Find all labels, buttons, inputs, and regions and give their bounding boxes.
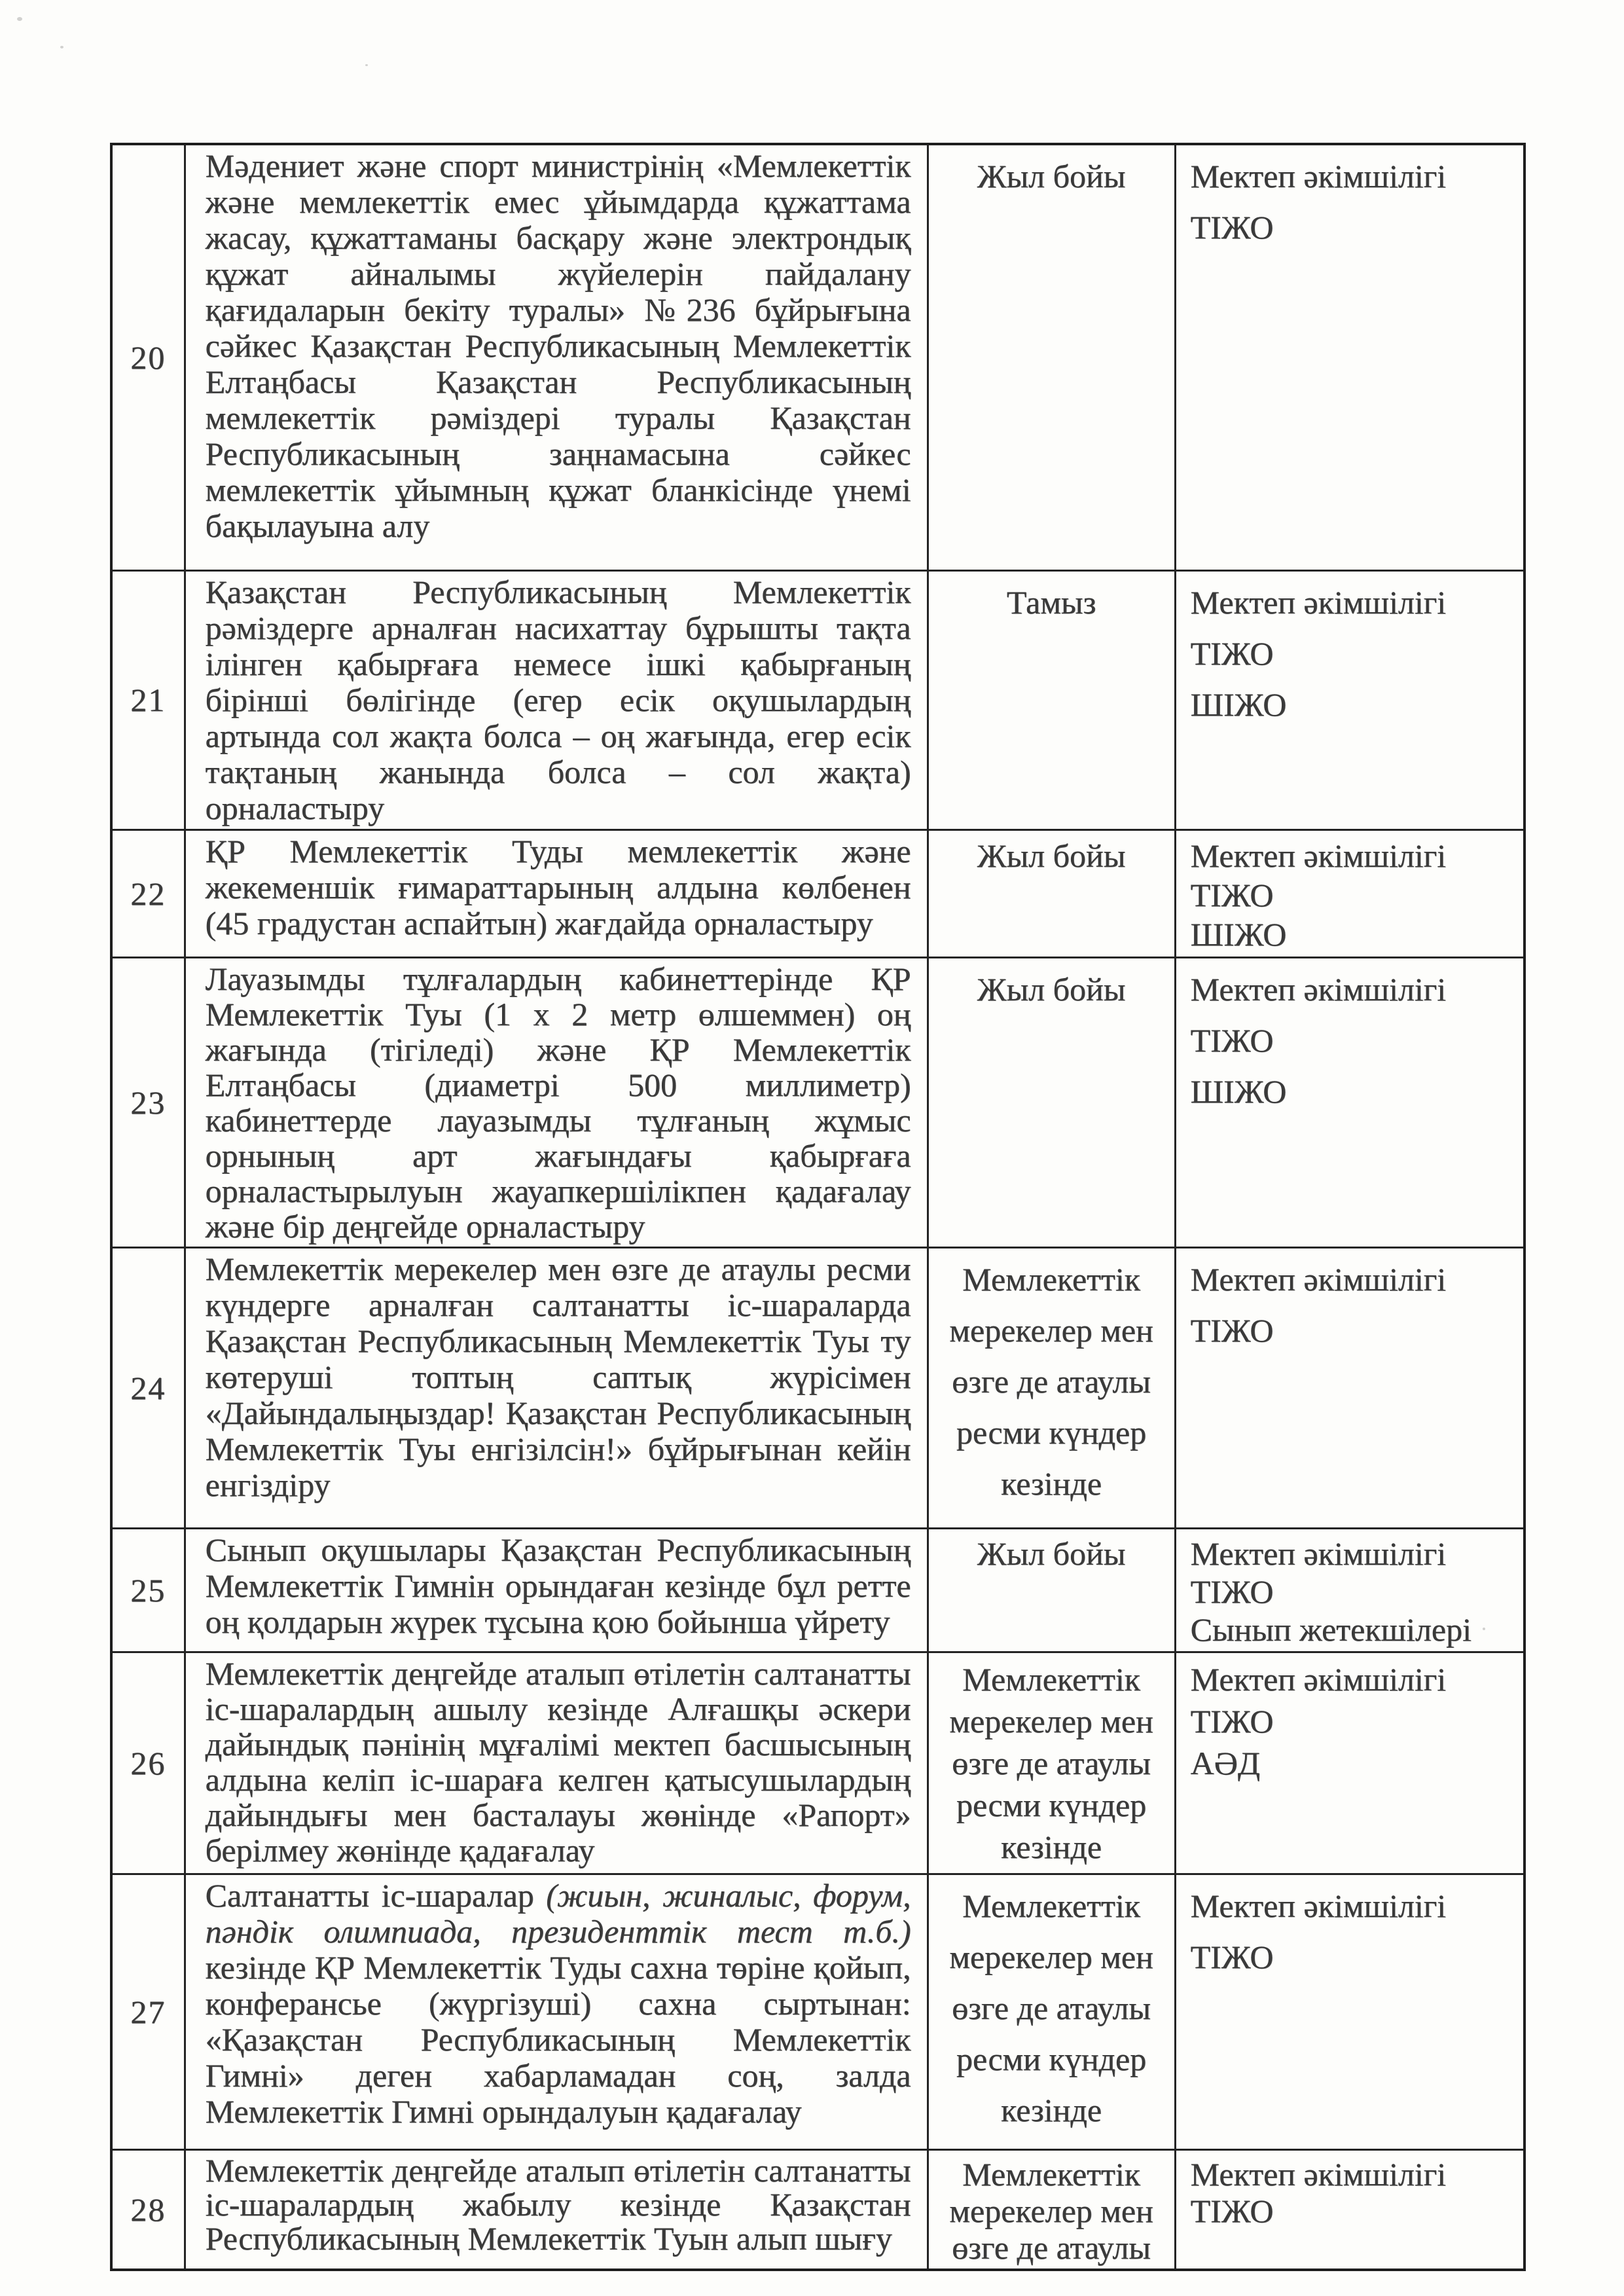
scan-speck [60,46,63,48]
row-number-cell: 26 [111,1652,185,1874]
activity-text: Лауазымды тұлғалардың кабинеттерінде ҚР Мемлекеттік Туы (1 х 2 метр өлшеммен) оң жағында (тігіледі) және ҚР Мемлекеттік Елтаңбасы (диаметрі 500 миллиметр) кабинеттерде лауазымды тұлғаның жұмыс орнының арт жағындағы қабырғаға орналастырылуын жауапкершілікпен қадағалау және бір деңгейде орналастыру [205,960,911,1245]
timing-cell: Мемлекеттік мерекелер мен өзге де атаулы ресми күндер кезінде [928,1247,1175,1528]
activity-cell [185,1652,928,1874]
activity-text: Мемлекеттік деңгейде аталып өтілетін салтанатты іс-шаралардың жабылу кезінде Қазақстан Республикасының Мемлекеттік Туын алып шығу [205,2151,911,2257]
timing-cell: Жыл бойы [928,829,1175,957]
responsible-cell [1175,570,1525,829]
responsible-line: ТІЖО [1190,1573,1274,1610]
responsible-line: ТІЖО [1190,1702,1274,1740]
table-row [111,1528,1525,1652]
activity-text: Мемлекеттік мерекелер мен өзге де атаулы ресми күндерге арналған салтанатты іс-шараларда Қазақстан Республикасының Мемлекеттік Туы ту көтеруші топтың саптық жүрісімен «Дайындалыңыздар! Қазақстан Республикасының Мемлекеттік Туы енгізілсін!» бұйрығынан кейін енгіздіру [205,1250,911,1503]
activity-text-plain: кезінде ҚР Мемлекеттік Туды сахна төріне қойып, конферансье (жүргізуші) сахна сыртынан: «Қазақстан Республикасының Мемлекеттік Гимні» деген хабарламадан соң, залда Мемлекеттік Гимні орындалуын қадағалау [205,1948,911,2130]
responsible-line: Мектеп әкімшілігі [1190,1535,1447,1572]
table-row [111,1652,1525,1874]
responsible-cell [1175,829,1525,957]
responsible-line: ТІЖО [1190,876,1274,913]
responsible-line: Сынып жетекшілері [1190,1611,1471,1648]
activity-cell [185,144,928,570]
table-row [111,829,1525,957]
row-number-cell: 25 [111,1528,185,1652]
responsible-line: Мектеп әкімшілігі [1190,1660,1447,1698]
table-row [111,957,1525,1247]
table-row [111,2149,1525,2270]
scan-speck [17,17,22,21]
timing-cell: Мемлекеттік мерекелер мен өзге де атаулы ресми күндер кезінде [928,1874,1175,2149]
activity-text: Мәдениет және спорт министрінің «Мемлекеттік және мемлекеттік емес ұйымдарда құжаттама жасау, құжаттаманы басқару және электрондық құжат айналымы жүйелерін пайдалану қағидаларын бекіту туралы» №236 бұйрығына сәйкес Қазақстан Республикасының Мемлекеттік Елтаңбасы Қазақстан Республикасының мемлекеттік рәміздері туралы Қазақстан Республикасының заңнамасына сәйкес мемлекеттік ұйымның құжат бланкісінде үнемі бақылауына алу [205,147,911,544]
schedule-table [110,143,1526,2271]
responsible-cell [1175,1247,1525,1528]
responsible-line: ШІЖО [1190,1072,1287,1110]
responsible-line: ТІЖО [1190,1311,1274,1349]
activity-text: Сынып оқушылары Қазақстан Республикасының Мемлекеттік Гимнін орындаған кезінде бұл ретте оң қолдарын жүрек тұсына қою бойынша үйрету [205,1531,911,1640]
responsible-line: ТІЖО [1190,1938,1274,1975]
row-number-cell: 27 [111,1874,185,2149]
row-number-cell: 23 [111,957,185,1247]
responsible-cell [1175,957,1525,1247]
activity-cell [185,570,928,829]
responsible-line: Мектеп әкімшілігі [1190,837,1447,874]
table-row [111,144,1525,570]
responsible-line: Мектеп әкімшілігі [1190,2155,1447,2193]
row-number-cell: 22 [111,829,185,957]
activity-cell [185,1247,928,1528]
activity-cell [185,957,928,1247]
table-row [111,570,1525,829]
table-row [111,1874,1525,2149]
responsible-line: АӘД [1190,1744,1260,1781]
activity-text [206,1878,911,2130]
responsible-line: ТІЖО [1190,209,1274,246]
row-number-cell: 20 [111,144,185,570]
timing-cell: Жыл бойы [928,144,1175,570]
activity-cell [185,829,928,957]
activity-cell [185,2149,928,2270]
timing-cell: Жыл бойы [928,1528,1175,1652]
activity-text: Мемлекеттік деңгейде аталып өтілетін салтанатты іс-шаралардың ашылу кезінде Алғашқы әскери дайындық пәнінің мұғалімі мектеп басшысының алдына келіп іс-шараға келген қатысушылардың дайындығы мен басталауы жөнінде «Рапорт» берілмеу жөнінде қадағалау [205,1654,911,1868]
responsible-line: ШІЖО [1190,915,1287,953]
responsible-cell [1175,2149,1525,2270]
activity-cell [185,1528,928,1652]
row-number-cell: 21 [111,570,185,829]
row-number-cell: 24 [111,1247,185,1528]
responsible-line: ТІЖО [1190,1021,1274,1059]
timing-cell: Мемлекеттік мерекелер мен өзге де атаулы ресми күндер кезінде [928,1652,1175,1874]
responsible-cell [1175,1874,1525,2149]
responsible-line: Мектеп әкімшілігі [1190,1887,1447,1924]
responsible-line: ШІЖО [1190,685,1287,723]
timing-cell: Мемлекеттік мерекелер мен өзге де атаулы [928,2149,1175,2270]
scan-speck [365,64,368,66]
activity-text-plain: Салтанатты іс-шаралар [205,1876,547,1914]
responsible-line: Мектеп әкімшілігі [1190,1260,1447,1298]
table-row [111,1247,1525,1528]
responsible-line: ТІЖО [1190,634,1274,672]
responsible-cell [1175,1652,1525,1874]
responsible-line: ТІЖО [1190,2192,1274,2229]
row-number-cell: 28 [111,2149,185,2270]
activity-cell [185,1874,928,2149]
responsible-cell [1175,144,1525,570]
timing-cell: Жыл бойы [928,957,1175,1247]
activity-text: ҚР Мемлекеттік Туды мемлекеттік және жекеменшік ғимараттарының алдына көлбенен (45 градустан аспайтын) жағдайда орналастыру [205,832,911,941]
activity-text: Қазақстан Республикасының Мемлекеттік рәміздерге арналған насихаттау бұрышты тақта ілінген қабырғаға немесе ішкі қабырғаның бірінші бөлігінде (егер есік оқушылардың артында сол жақта болса – оң жағында, егер есік тақтаның жанында болса – сол жақта) орналастыру [205,573,911,826]
responsible-line: Мектеп әкімшілігі [1190,158,1447,194]
responsible-line: Мектеп әкімшілігі [1190,970,1447,1008]
activity-text-italic: (жиын, жиналыс, форум, пәндік олимпиада, президенттік тест т.б.) [205,1876,911,1950]
responsible-line: Мектеп әкімшілігі [1190,583,1447,621]
responsible-cell [1175,1528,1525,1652]
timing-cell: Тамыз [928,570,1175,829]
